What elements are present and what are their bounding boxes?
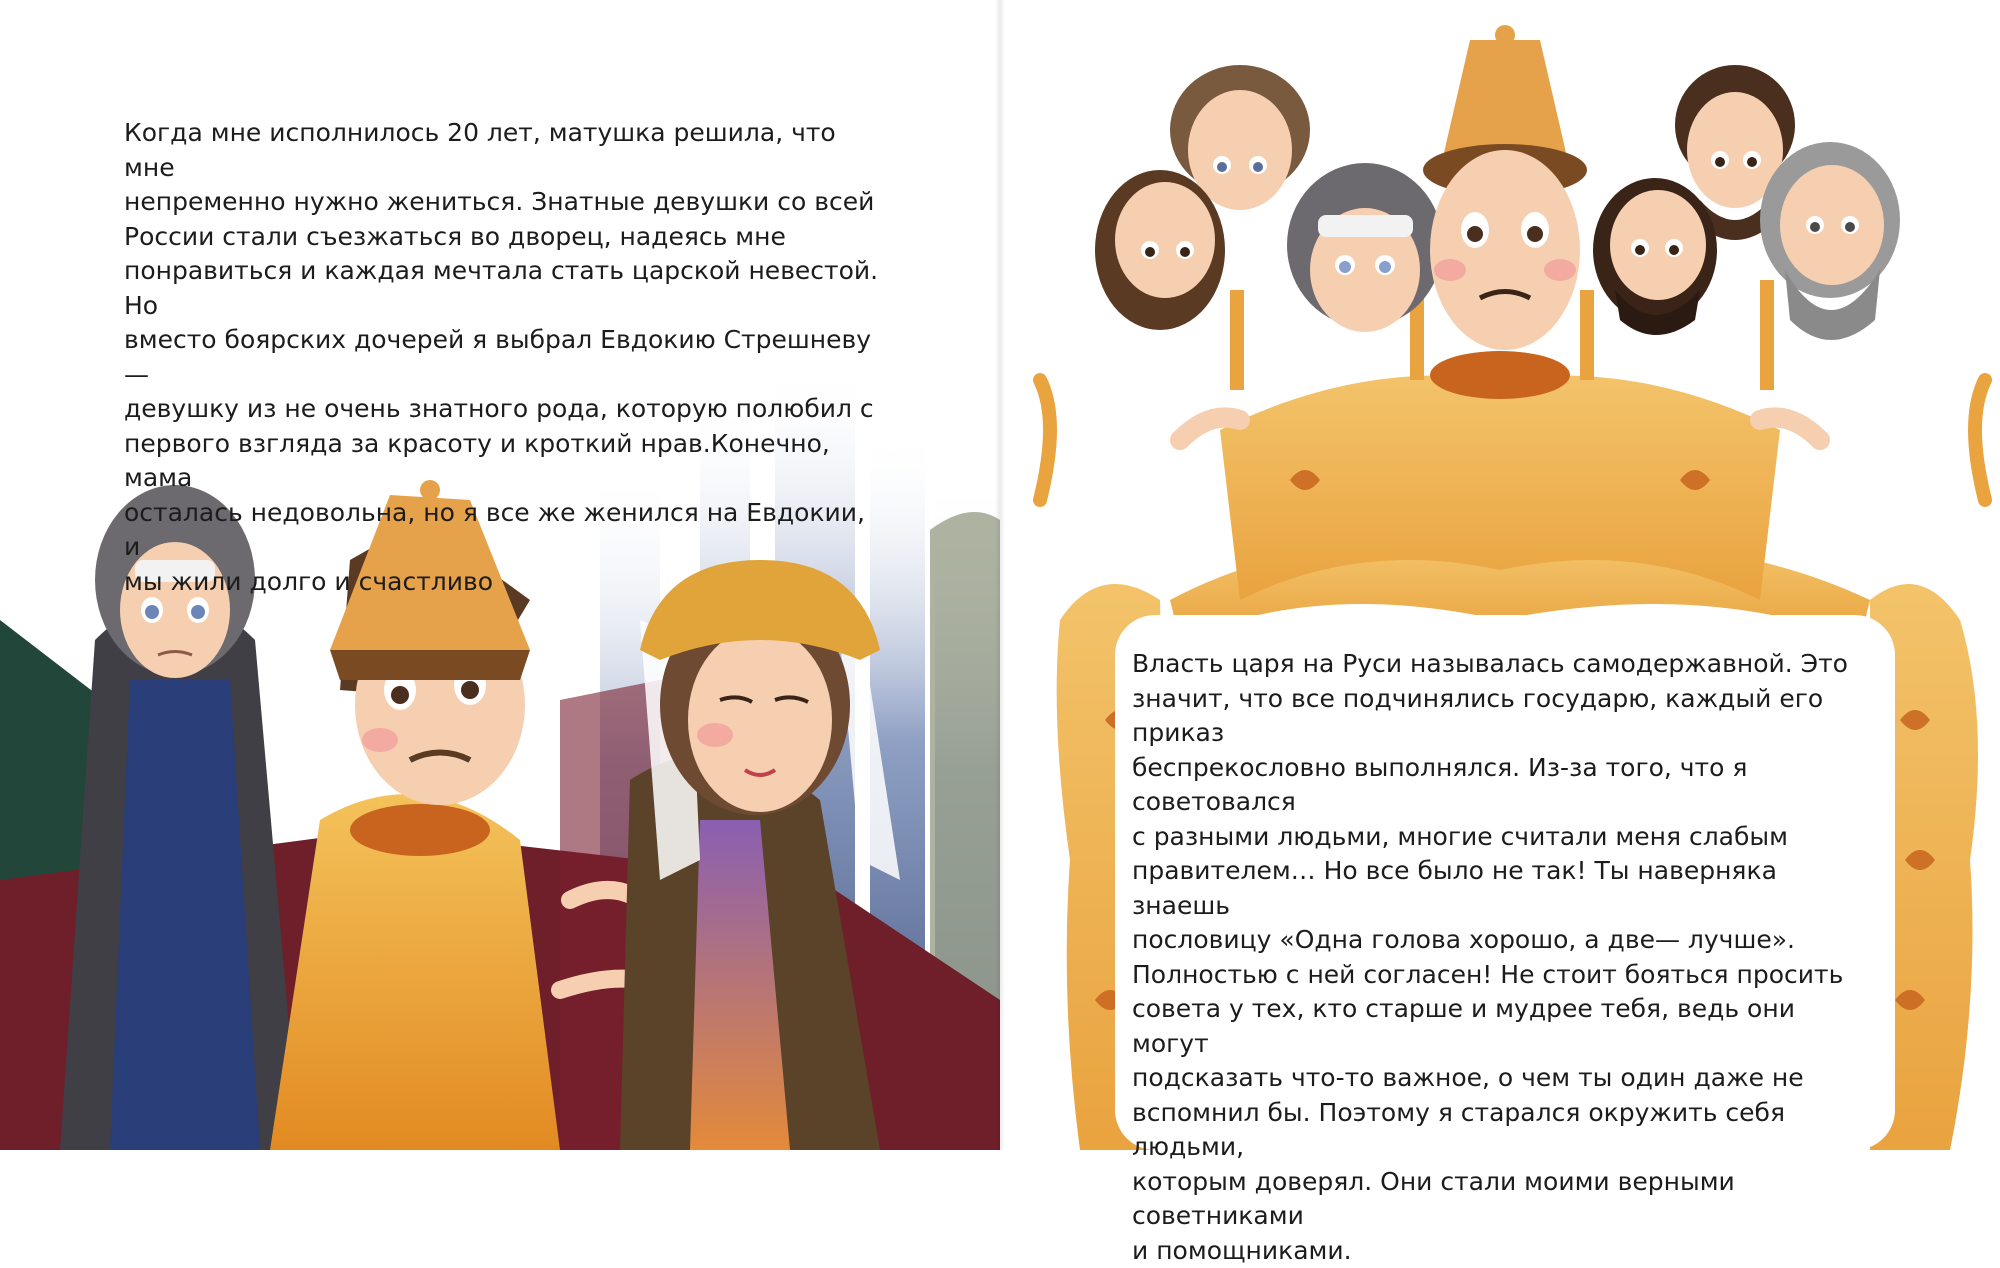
advisor-head-2 [1095, 170, 1225, 330]
advisor-head-5 [1593, 178, 1717, 335]
right-page [1000, 0, 2000, 1265]
left-page [0, 0, 1000, 1150]
advisor-head-6 [1760, 142, 1900, 340]
central-tsar-head [1423, 25, 1587, 350]
tsar-body [1180, 351, 1820, 600]
book-gutter [995, 0, 1005, 1150]
advisor-heads [1095, 25, 1900, 390]
left-story-text: Когда мне исполнилось 20 лет, матушка решила, что мне непременно нужно жениться. Знатные девушки со всей России стали съезжаться во дворец, надеясь мне понравиться и каждая мечтала стать царской невестой. Но вместо боярских дочерей я выбрал Евдокию Стрешневу — девушку из не очень знатного рода, которую полюбил с первого взгляда за красоту и кроткий нрав.Конечно, мама осталась недовольна, но я все же женился на Евдокии, и мы жили долго и счастливо [124, 118, 879, 596]
right-story-text: Власть царя на Руси называлась самодержавной. Это значит, что все подчинялись государю, каждый его приказ беспрекословно выполнялся. Из-за того, что я советовался с разными людьми, многие считали меня слабым правителем… Но все было не так! Ты наверняка знаешь пословицу «Одна голова хорошо, а две— лучше». Полностью с ней согласен! Не стоит бояться просить совета у тех, кто старше и мудрее тебя, ведь они могут подсказать что-то важное, о чем ты один даже не вспомнил бы. Поэтому я старался окружить себя людьми, которым доверял. Они стали моими верными советниками и помощниками. [1132, 649, 1848, 1265]
